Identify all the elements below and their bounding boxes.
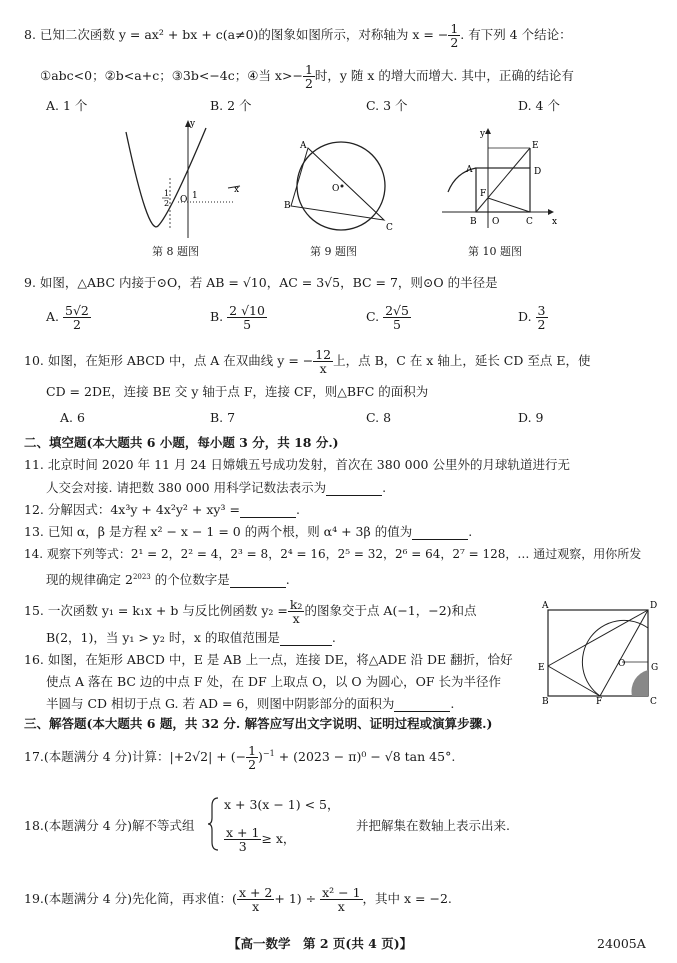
svg-text:O: O bbox=[332, 184, 340, 194]
svg-text:O: O bbox=[492, 217, 500, 227]
q11-answer-blank[interactable] bbox=[326, 483, 382, 496]
segment-de bbox=[548, 610, 648, 666]
q11-line2: 人交会对接. 请把数 380 000 用科学记数法表示为 . bbox=[46, 480, 387, 495]
svg-text:B: B bbox=[284, 201, 291, 211]
parabola-curve bbox=[126, 128, 206, 227]
section-2-heading: 二、填空题(本大题共 6 小题，每小题 3 分，共 18 分.) bbox=[24, 435, 339, 450]
segment-ef bbox=[548, 666, 600, 696]
q16-line1: 16. 如图，在矩形 ABCD 中，E 是 AB 上一点，连接 DE，将△ADE 沿 DE 翻折，恰好 bbox=[24, 652, 513, 667]
x-axis-arrow-icon bbox=[548, 209, 554, 215]
q9-stem: 9. 如图，△ABC 内接于⊙O，若 AB = √10，AC = 3√5，BC = 7，则⊙O 的半径是 bbox=[24, 275, 498, 290]
svg-text:B: B bbox=[470, 217, 477, 227]
q19-line: 19.(本题满分 4 分)先化简，再求值：( $\frac{x + 2}{x}$ + 1) ÷ $\frac{\text{x² − 1}}{x}$ ，其中 x = −2. bbox=[24, 885, 452, 914]
shaded-region bbox=[631, 670, 648, 696]
q16-line2: 使点 A 落在 BC 边的中点 F 处，在 DF 上取点 O，以 O 为圆心，OF 长为半径作 bbox=[46, 674, 501, 689]
svg-text:D: D bbox=[534, 167, 542, 177]
figure-9-circle bbox=[284, 136, 394, 236]
q15-line1: 15. 一次函数 y₁ = k₁x + b 与反比例函数 y₂ = $\frac{\text{k₂}}{x}$ 的图象交于点 A(−1，−2)和点 bbox=[24, 597, 477, 626]
fig10-caption: 第 10 题图 bbox=[468, 245, 522, 258]
svg-text:A: A bbox=[542, 601, 549, 611]
svg-text:O: O bbox=[618, 659, 626, 669]
q16-answer-blank[interactable] bbox=[394, 699, 450, 712]
svg-text:1: 1 bbox=[164, 189, 170, 198]
q10-line2: CD = 2DE，连接 BE 交 y 轴于点 F，连接 CF，则△BFC 的面积为 bbox=[46, 384, 429, 399]
x-label: x bbox=[234, 185, 240, 195]
segment-cf bbox=[488, 198, 530, 212]
q8-option-d: D. 4 个 bbox=[518, 98, 560, 113]
q14-line1: 14. 观察下列等式：2¹ = 2，2² = 4，2³ = 8，2⁴ = 16，2⁵ = 32，2⁶ = 64，2⁷ = 128，… 通过观察，用你所发 bbox=[24, 547, 642, 561]
q18-brace bbox=[208, 796, 220, 852]
q18-prefix: 18.(本题满分 4 分)解不等式组 bbox=[24, 818, 195, 833]
origin-label: O bbox=[180, 195, 188, 205]
one-label: 1 bbox=[192, 191, 198, 201]
y-label: y bbox=[190, 119, 196, 129]
y-axis-arrow-icon bbox=[485, 128, 491, 134]
figure-10-rectangle bbox=[440, 124, 560, 232]
center-point bbox=[341, 185, 344, 188]
q15-line2: B(2，1)，当 y₁ > y₂ 时，x 的取值范围是 . bbox=[46, 630, 336, 645]
q8-line1 bbox=[24, 22, 572, 49]
q12-line: 12. 分解因式：4x³y + 4x²y² + xy³ = . bbox=[24, 502, 300, 517]
q18-inequality-1: x + 3(x − 1) < 5， bbox=[224, 797, 340, 812]
svg-text:F: F bbox=[480, 189, 487, 199]
q12-answer-blank[interactable] bbox=[240, 505, 296, 518]
q18-inequality-2: $\frac{x + 1}{3}$ ≥ x， bbox=[226, 825, 296, 854]
q15-answer-blank[interactable] bbox=[280, 633, 332, 646]
q14-line2: 现的规律确定 $2^{2023}$ 的个位数字是 . bbox=[46, 572, 290, 588]
q8-axis-fraction: $\frac{1}{2}$ bbox=[450, 21, 459, 50]
q9-option-a: A. $\frac{5√2}{2}$ bbox=[46, 303, 89, 332]
svg-text:D: D bbox=[650, 601, 658, 611]
svg-text:C: C bbox=[386, 223, 393, 233]
svg-text:x: x bbox=[552, 217, 558, 227]
q8-line2: ①abc<0；②b<a+c；③3b<−4c；④当 x>− $\frac{1}{2}$ 时，y 随 x 的增大而增大. 其中，正确的结论有 bbox=[40, 62, 574, 91]
q17-line: 17.(本题满分 4 分)计算：|+2√2| + (− $\frac{1}{2}$ )$^{-1}$ + (2023 − π)⁰ − √8 tan 45°. bbox=[24, 743, 456, 772]
footer-code: 24005A bbox=[597, 936, 646, 951]
q14-answer-blank[interactable] bbox=[230, 575, 286, 588]
q9-option-c: C. $\frac{2√5}{5}$ bbox=[366, 303, 409, 332]
q8-option-a: A. 1 个 bbox=[46, 98, 88, 113]
q10-line1: 10. 如图，在矩形 ABCD 中，点 A 在双曲线 y = − $\frac{12}{x}$ 上，点 B，C 在 x 轴上，延长 CD 至点 E，使 bbox=[24, 347, 591, 376]
svg-text:A: A bbox=[300, 141, 307, 151]
footer-label: 【高一数学 第 2 页(共 4 页)】 bbox=[228, 936, 413, 951]
svg-text:G: G bbox=[651, 663, 659, 673]
section-3-heading: 三、解答题(本大题共 6 题，共 32 分. 解答应写出文字说明、证明过程或演算步骤.) bbox=[24, 716, 493, 731]
figure-8-parabola bbox=[118, 118, 248, 243]
svg-text:2: 2 bbox=[164, 199, 170, 208]
q8-option-b: B. 2 个 bbox=[210, 98, 252, 113]
svg-text:C: C bbox=[526, 217, 533, 227]
q8-option-c: C. 3 个 bbox=[366, 98, 408, 113]
svg-text:y: y bbox=[480, 129, 486, 139]
q16-line3: 半圆与 CD 相切于点 G. 若 AD = 6，则图中阴影部分的面积为 . bbox=[46, 696, 455, 711]
rectangle-abcd bbox=[548, 610, 648, 696]
fig9-caption: 第 9 题图 bbox=[310, 245, 357, 258]
q8-stem-a: 8. 已知二次函数 y = ax² + bx + c(a≠0)的图象如图所示，对称轴为 x = − bbox=[24, 27, 449, 42]
q10-option-d: D. 9 bbox=[518, 410, 544, 425]
svg-text:C: C bbox=[650, 697, 657, 706]
svg-text:E: E bbox=[538, 663, 545, 673]
q10-option-b: B. 7 bbox=[210, 410, 236, 425]
figure-16-rectangle bbox=[538, 600, 664, 706]
svg-text:E: E bbox=[532, 141, 539, 151]
q10-option-a: A. 6 bbox=[60, 410, 85, 425]
fig8-caption: 第 8 题图 bbox=[152, 245, 199, 258]
segment-be bbox=[476, 148, 530, 212]
q8-stem-b: . 有下列 4 个结论： bbox=[460, 27, 572, 42]
q13-line: 13. 已知 α，β 是方程 x² − x − 1 = 0 的两个根，则 α⁴ + 3β 的值为 . bbox=[24, 524, 473, 539]
svg-text:B: B bbox=[542, 697, 549, 706]
q18-suffix: 并把解集在数轴上表示出来. bbox=[356, 818, 510, 833]
svg-text:A: A bbox=[466, 165, 473, 175]
q9-option-b: B. $\frac{2 √10}{5}$ bbox=[210, 303, 265, 332]
q10-option-c: C. 8 bbox=[366, 410, 392, 425]
q9-option-d: D. $\frac{3}{2}$ bbox=[518, 303, 546, 332]
svg-text:F: F bbox=[596, 697, 603, 706]
q11-line1: 11. 北京时间 2020 年 11 月 24 日嫦娥五号成功发射，首次在 380 000 公里外的月球轨道进行无 bbox=[24, 457, 570, 472]
q13-answer-blank[interactable] bbox=[412, 527, 468, 540]
